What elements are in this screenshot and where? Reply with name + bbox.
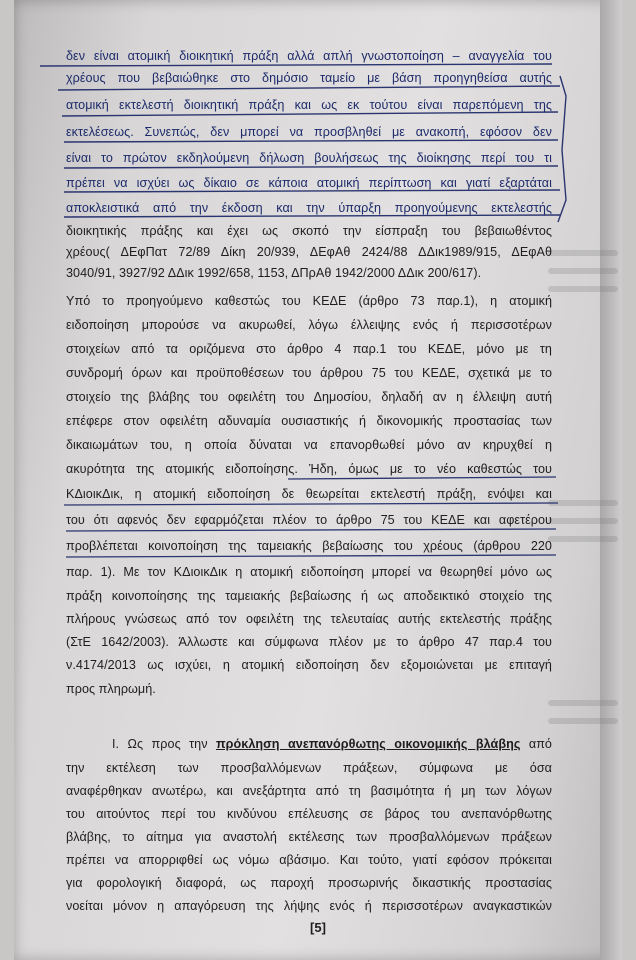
text-line: στοιχείο της βλάβης του οφειλέτη του Δημοσίου, δηλαδή αν η έλλειψη αυτή [66, 390, 552, 404]
text-line: συνδρομή όρων και προϋποθέσεων του άρθρου 75 του ΚΕΔΕ, σχετικά με το [66, 366, 552, 380]
text-line: (ΣτΕ 1642/2003). Άλλωστε και σύμφωνα πλέον με το άρθρο 47 παρ.4 του [66, 635, 552, 649]
text-line: πρέπει να ισχύει ως δίκαιο σε κάποια ατομική περίπτωση και γιατί εξαρτάται [66, 176, 552, 190]
text-line: ατομική εκτελεστή διοικητική πράξη και ως εκ τούτου είναι παρεπόμενη της [66, 98, 552, 112]
text-line: προβλέπεται κοινοποίηση της ταμειακής βεβαίωσης του χρέους (άρθρου 220 [66, 539, 552, 553]
text-line: 3040/91, 3927/92 ΔΔικ 1992/658, 1153, ΔΠρΑθ 1942/2000 ΔΔικ 200/617). [66, 266, 482, 280]
text-line: του ότι αφενός δεν εφαρμόζεται πλέον το άρθρο 75 του ΚΕΔΕ και αφετέρου [66, 513, 552, 527]
ghost-text [548, 718, 618, 724]
text-line: δεν είναι ατομική διοικητική πράξη αλλά απλή γνωστοποίηση – αναγγελία του [66, 49, 552, 63]
text-line: χρέους( ΔΕφΠατ 72/89 Δίκη 20/939, ΔΕφΑθ 2424/88 ΔΔικ1989/915, ΔΕφΑθ [66, 245, 552, 259]
section-intro: Ι. Ως προς την [112, 737, 216, 751]
text-line: δικαιωμάτων του, η οποία δύναται να επανορθωθεί μόνο αν κηρυχθεί η [66, 438, 552, 452]
text-line: ΚΔιοικΔικ, η ατομική ειδοποίηση δε θεωρείται εκτελεστή πράξη, ενόψει και [66, 487, 552, 501]
text-line: Υπό το προηγούμενο καθεστώς του ΚΕΔΕ (άρθρο 73 παρ.1), η ατομική [66, 294, 552, 308]
text-line: προς πληρωμή. [66, 682, 156, 696]
text-line: νοείται μόνον η απαγόρευση της λήψης ενός ή περισσοτέρων αναγκαστικών [66, 899, 552, 913]
ghost-text [548, 250, 618, 256]
ghost-text [548, 536, 618, 542]
page-number: [5] [310, 920, 326, 935]
text-line: πλήρους γνώσεως από τον οφειλέτη της τελευταίας αυτής εκτελεστής πράξης [66, 612, 552, 626]
text-line: ειδοποίηση μπορούσε να ακυρωθεί, λόγω έλλειψης ενός ή περισσοτέρων [66, 318, 552, 332]
highlighted-phrase: πρόκληση ανεπανόρθωτης οικονομικής βλάβης [215, 737, 521, 751]
text-line: την εκτέλεση των προσβαλλόμενων πράξεων, σύμφωνα με όσα [66, 761, 552, 775]
text-line: αναφέρθηκαν ανωτέρω, και ανεξάρτητα από τη βασιμότητα ή μη των λόγων [66, 784, 552, 798]
text-line: ακυρότητα της ατομικής ειδοποίησης. Ήδη, όμως με το νέο καθεστώς του [66, 462, 552, 476]
section-intro-tail: από [520, 737, 552, 751]
ghost-text [548, 518, 618, 524]
text-line: πρέπει να απορριφθεί ως νόμω αβάσιμο. Και τούτο, γιατί εφόσον πρόκειται [66, 853, 552, 867]
text-line: επέφερε στον οφειλέτη αδυναμία ουσιαστικής ή δικονομικής προστασίας των [66, 414, 552, 428]
text-line: είναι το πρώτον εκδηλούμενη δήλωση βουλήσεως της διοίκησης περί του τι [66, 151, 552, 165]
ghost-text [548, 286, 618, 292]
section-heading-line [112, 736, 552, 752]
ghost-text [548, 700, 618, 706]
text-line: εκτελέσεως. Συνεπώς, δεν μπορεί να προσβληθεί με ανακοπή, εφόσον δεν [66, 125, 552, 139]
text-line: βλάβης, το αίτημα για αναστολή εκτέλεσης των προσβαλλόμενων πράξεων [66, 830, 552, 844]
ghost-text [548, 500, 618, 506]
text-line: ν.4174/2013 ως ισχύει, η ατομική ειδοποίηση δεν εξομοιώνεται με επιταγή [66, 658, 552, 672]
text-line: παρ. 1). Με τον ΚΔιοικΔικ η ατομική ειδοποίηση μπορεί να θεωρηθεί μόνο ως [66, 565, 552, 579]
text-line: διοικητικής πράξης και έχει ως σκοπό την είσπραξη του βεβαιωθέντος [66, 224, 552, 238]
ghost-text [548, 268, 618, 274]
text-line: χρέους που βεβαιώθηκε στο δημόσιο ταμείο με βάση προηγηθείσα αυτής [66, 71, 552, 85]
text-line: για φορολογική διαφορά, ως παροχή προσωρινής δικαστικής προστασίας [66, 876, 552, 890]
text-line: αποκλειστικά από την έκδοση και την ύπαρξη προηγούμενης εκτελεστής [66, 201, 552, 215]
text-line: του αιτούντος περί του κινδύνου επέλευσης σε βάρος του ανεπανόρθωτης [66, 807, 552, 821]
text-line: στοιχείων από τα οριζόμενα στο άρθρο 4 παρ.1 του ΚΕΔΕ, μόνο με τη [66, 342, 552, 356]
text-line: πράξη κοινοποίησης της ταμειακής βεβαίωσης ή ως αποδεικτικό στοιχείο της [66, 589, 552, 603]
underlying-page-edge [600, 0, 622, 960]
